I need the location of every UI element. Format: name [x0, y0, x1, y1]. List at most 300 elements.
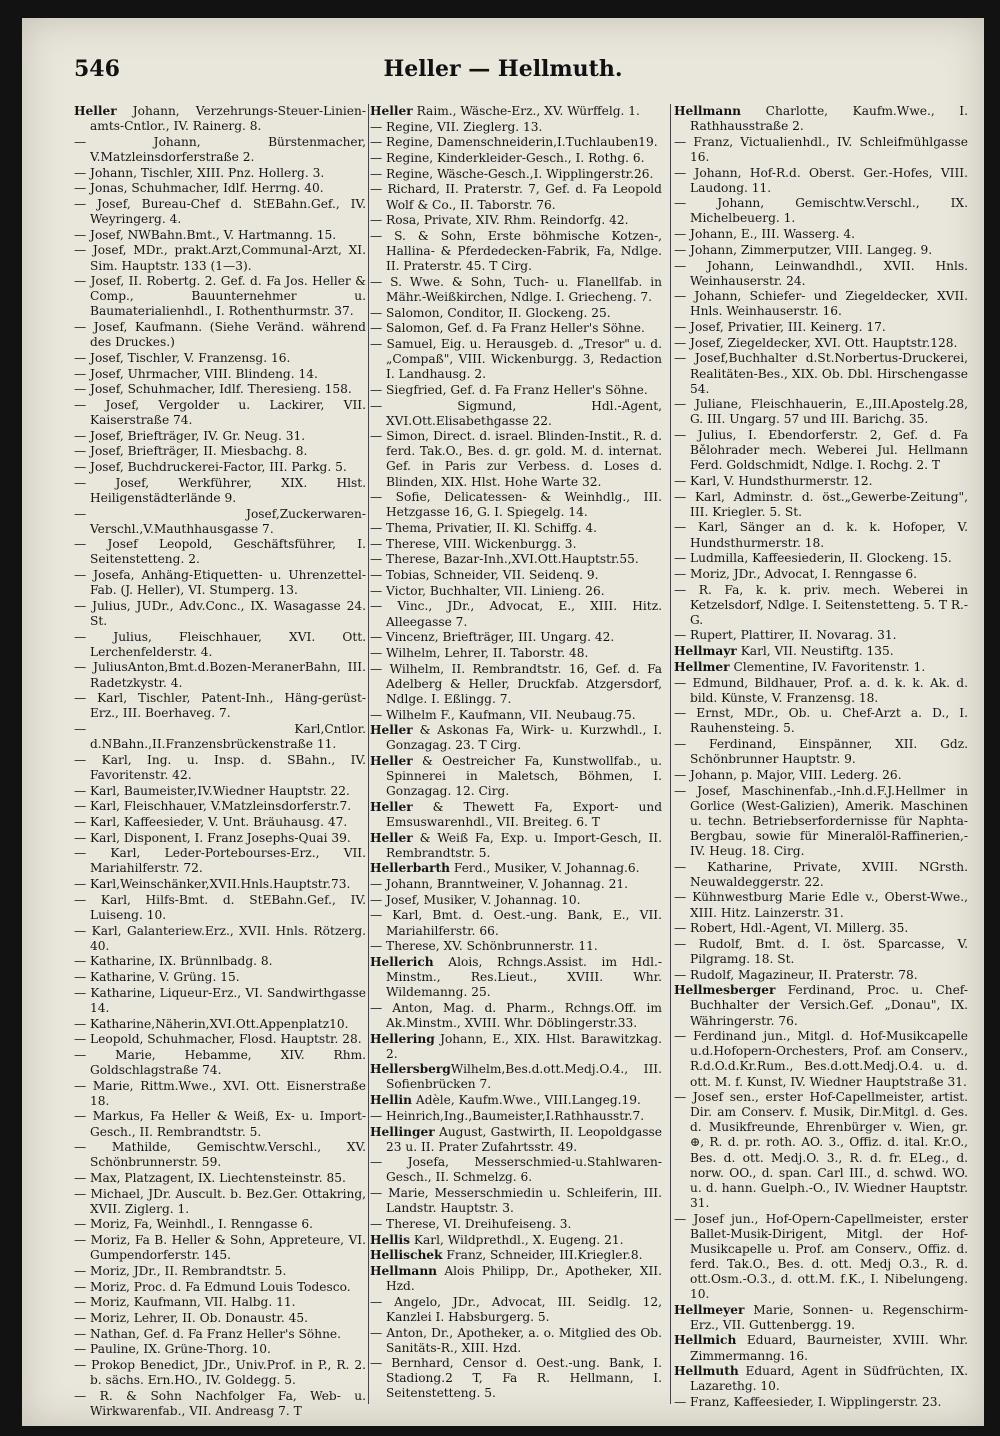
directory-entry	[370, 1248, 662, 1263]
entry-text: — Moriz, JDr., II. Rembrandtstr. 5.	[74, 1263, 287, 1278]
directory-entry	[74, 877, 366, 892]
directory-entry	[74, 568, 366, 598]
entry-text: — Wilhelm, II. Rembrandtstr. 16, Gef. d. Fa Adelberg & Heller, Druckfab. Atzgersdorf, Ndlge. I. Eßlingg. 7.	[370, 661, 662, 706]
entry-surname: Hellis	[370, 1232, 411, 1247]
entry-text: — Josef,Buchhalter d.St.Norbertus-Druckerei, Realitäten-Bes., XIX. Ob. Dbl. Hirschengasse 54.	[674, 351, 968, 396]
directory-entry	[370, 908, 662, 938]
entry-surname: Heller	[74, 104, 117, 118]
directory-entry	[674, 289, 968, 319]
entry-text: — Josef jun., Hof-Opern-Capellmeister, erster Ballet-Musik-Dirigent, Mitgl. der Hof-Musikcapelle u. Prof. am Conserv., Offiz. d. ferd. Tak.O., Bes. d. ott. Medj O.3., R. d. ott.Osm.-O.3., d. ott.M. f.K., I. Nibelungeng. 10.	[674, 1211, 968, 1301]
entry-text: — Katharine, V. Grüng. 15.	[74, 970, 240, 985]
entry-text: — Johann, Branntweiner, V. Johannag. 21.	[370, 877, 628, 892]
directory-entry	[674, 227, 968, 242]
column-rule	[368, 104, 369, 1404]
directory-entry	[74, 429, 366, 444]
directory-entry	[674, 567, 968, 582]
directory-entry	[370, 662, 662, 707]
entry-text: Marie, Sonnen- u. Regenschirm-Erz., VII. Guttenbergg. 19.	[690, 1302, 968, 1332]
directory-entry	[674, 397, 968, 427]
entry-text: — Wilhelm F., Kaufmann, VII. Neubaug.75.	[370, 707, 636, 722]
entry-text: — Salomon, Gef. d. Fa Franz Heller's Söhne.	[370, 321, 645, 336]
entry-surname: Hellmesberger	[674, 983, 776, 998]
entry-surname: Hellmayr	[674, 644, 737, 659]
entry-text: — Rudolf, Magazineur, II. Praterstr. 78.	[674, 967, 918, 982]
directory-entry	[74, 1048, 366, 1078]
directory-entry	[370, 229, 662, 274]
entry-text: — Karl, Fleischhauer, V.Matzleinsdorferstr.7.	[74, 799, 352, 814]
directory-entry	[74, 460, 366, 475]
entry-text: — Marie, Hebamme, XIV. Rhm. Goldschlagstraße 74.	[74, 1047, 366, 1077]
directory-entry	[370, 1326, 662, 1356]
directory-entry	[74, 104, 366, 134]
directory-entry	[370, 1217, 662, 1232]
entry-text: — Josef,Zuckerwaren-Verschl.,V.Mauthhausgasse 7.	[74, 506, 366, 536]
directory-entry	[74, 507, 366, 537]
entry-text: — Johann, Schiefer- und Ziegeldecker, XVII. Hnls. Weinhauserstr. 16.	[674, 289, 968, 319]
page-number: 546	[74, 56, 120, 82]
directory-entry	[74, 1079, 366, 1109]
entry-surname: Hellmann	[674, 104, 742, 118]
directory-entry	[74, 1140, 366, 1170]
entry-surname: Hellmich	[674, 1333, 737, 1348]
directory-entry	[370, 646, 662, 661]
directory-entry	[370, 939, 662, 954]
directory-entry	[74, 599, 366, 629]
entry-text: Ferdinand, Proc. u. Chef-Buchhalter der Versich.Gef. „Donau", IX. Währingerstr. 76.	[690, 983, 968, 1028]
entry-text: — Julius, Fleischhauer, XVI. Ott. Lerchenfelderstr. 4.	[74, 629, 366, 659]
running-head: Heller — Hellmuth.	[383, 56, 623, 82]
entry-text: — Johann, p. Major, VIII. Lederg. 26.	[674, 767, 902, 782]
directory-entry	[74, 954, 366, 969]
entry-text: — Kühnwestburg Marie Edle v., Oberst-Wwe., XIII. Hitz. Lainzerstr. 31.	[674, 890, 968, 920]
directory-entry	[74, 382, 366, 397]
entry-text: — Simon, Direct. d. israel. Blinden-Instit., R. d. ferd. Tak.O., Bes. d. gr. gold. M. d. internat. Gef. in Paris zur Verbess. d. Loses d. Blinden, XIX. Hlst. Hohe Warte 32.	[370, 429, 662, 489]
column-3	[674, 104, 969, 1410]
directory-entry	[74, 1032, 366, 1047]
directory-entry	[370, 630, 662, 645]
entry-text: — Josef, Briefträger, IV. Gr. Neug. 31.	[74, 428, 306, 443]
entry-text: — Vincenz, Briefträger, III. Ungarg. 42.	[370, 630, 615, 645]
entry-text: — Heinrich,Ing.,Baumeister,I.Rathhausstr.7.	[370, 1108, 645, 1123]
directory-entry	[370, 1356, 662, 1401]
directory-entry	[370, 1295, 662, 1325]
entry-surname: Heller	[370, 753, 413, 768]
directory-entry	[74, 1358, 366, 1388]
entry-text: Johann, Verzehrungs-Steuer-Linien-amts-Cntlor., IV. Rainerg. 8.	[90, 104, 366, 134]
entry-text: & Askonas Fa, Wirk- u. Kurzwhdl., I. Gonzagag. 23. T Cirg.	[386, 723, 662, 753]
entry-text: — Ferdinand jun., Mitgl. d. Hof-Musikcapelle u.d.Hofopern-Orchesters, Prof. am Conserv., R.d.O.d.Kr.Rum., Bes.d.ott.Medj.O.4. u. d. ott. M. f. Kunst, IV. Wiedner Hauptstraße 31.	[674, 1029, 968, 1089]
directory-entry	[370, 584, 662, 599]
directory-entry	[74, 691, 366, 721]
entry-text: — Karl, Baumeister,IV.Wiedner Hauptstr. 22.	[74, 783, 350, 798]
directory-entry	[370, 521, 662, 536]
entry-text: — Karl, Sänger an d. k. k. Hofoper, V. Hundsthurmerstr. 18.	[674, 520, 968, 550]
entry-surname: Heller	[370, 723, 413, 738]
directory-entry	[74, 1311, 366, 1326]
directory-entry	[74, 970, 366, 985]
directory-entry	[370, 1186, 662, 1216]
directory-entry	[370, 429, 662, 489]
entry-text: — Victor, Buchhalter, VII. Linieng. 26.	[370, 583, 605, 598]
directory-entry	[370, 213, 662, 228]
directory-entry	[74, 1280, 366, 1295]
entry-text: — Angelo, JDr., Advocat, III. Seidlg. 12, Kanzlei I. Habsburgerg. 5.	[370, 1294, 662, 1324]
entry-text: — Prokop Benedict, JDr., Univ.Prof. in P., R. 2. b. sächs. Ern.HO., IV. Goldegg. 5.	[74, 1358, 366, 1388]
entry-text: — Samuel, Eig. u. Herausgeb. d. „Tresor" u. d. „Compaß", VIII. Wickenburgg. 3, Redaction I. Landhausg. 2.	[370, 336, 662, 382]
entry-text: — Josef sen., erster Hof-Capellmeister, artist. Dir. am Conserv. f. Musik, Dir.Mitgl. d. Ges. d. Musikfreunde, Ehrenbürger v. Wien, gr. ⊕, R. d. pr. roth. AO. 3., Offiz. d. ital. Kr.O., Bes. d. ott. Medj.O. 3., R. d. fr. ELeg., d. norw. OO., d. span. Carl III., d. schwd. WO. u. d. hann. Guelph.-O., IV. Wiedner Hauptstr. 31.	[674, 1090, 968, 1210]
directory-entry	[674, 474, 968, 489]
directory-entry	[370, 337, 662, 382]
entry-text: — Moriz, JDr., Advocat, I. Renngasse 6.	[674, 566, 918, 581]
directory-entry	[674, 551, 968, 566]
entry-text: Franz, Schneider, III.Kriegler.8.	[442, 1248, 643, 1263]
entry-text: — Salomon, Conditor, II. Glockeng. 25.	[370, 305, 611, 320]
entry-text: — Therese, VIII. Wickenburgg. 3.	[370, 536, 577, 551]
entry-text: — Karl,Weinschänker,XVII.Hnls.Hauptstr.73.	[74, 877, 351, 892]
entry-text: — Siegfried, Gef. d. Fa Franz Heller's Söhne.	[370, 382, 648, 397]
entry-text: — Max, Platzagent, IX. Liechtensteinstr. 85.	[74, 1171, 346, 1185]
entry-text: — Johann, Zimmerputzer, VIII. Langeg. 9.	[674, 242, 933, 257]
entry-text: — Josef Leopold, Geschäftsführer, I. Seitenstetteng. 2.	[74, 537, 366, 567]
directory-entry	[674, 196, 968, 226]
entry-text: — Regine, Kinderkleider-Gesch., I. Rothg. 6.	[370, 151, 645, 166]
directory-entry	[370, 708, 662, 723]
directory-entry	[674, 259, 968, 289]
entry-text: — Julius, I. Ebendorferstr. 2, Gef. d. Fa Bělohrader mech. Weberei Jul. Hellmann Ferd. Goldschmidt, Ndlge. I. Rochg. 2. T	[674, 428, 968, 473]
entry-text: — Franz, Kaffeesieder, I. Wipplingerstr. 23.	[674, 1395, 942, 1410]
directory-entry	[674, 937, 968, 967]
directory-entry	[74, 815, 366, 830]
directory-entry	[370, 893, 662, 908]
directory-entry	[74, 444, 366, 459]
directory-entry	[370, 800, 662, 830]
entry-surname: Heller	[370, 104, 413, 118]
directory-entry	[370, 568, 662, 583]
entry-text: — Karl, Bmt. d. Oest.-ung. Bank, E., VII. Mariahilferstr. 66.	[370, 908, 662, 938]
directory-entry	[74, 320, 366, 350]
entry-surname: Hellering	[370, 1031, 435, 1046]
entry-text: — Marie, Rittm.Wwe., XVI. Ott. Eisnerstraße 18.	[74, 1078, 366, 1108]
directory-entry	[74, 1264, 366, 1279]
directory-entry	[674, 983, 968, 1028]
entry-text: — Mathilde, Gemischtw.Verschl., XV. Schönbrunnerstr. 59.	[74, 1140, 366, 1170]
column-1	[74, 104, 366, 1418]
entry-text: — Josef, Buchdruckerei-Factor, III. Parkg. 5.	[74, 460, 347, 475]
directory-entry	[674, 1364, 968, 1394]
directory-entry	[74, 831, 366, 846]
entry-text: — Sofie, Delicatessen- & Weinhdlg., III. Hetzgasse 16, G. I. Spiegelg. 14.	[370, 490, 662, 520]
directory-entry	[370, 490, 662, 520]
entry-text: Karl, VII. Neustiftg. 135.	[736, 644, 894, 659]
directory-entry	[674, 1303, 968, 1333]
entry-surname: Hellmuth	[674, 1364, 739, 1379]
directory-entry	[370, 120, 662, 135]
entry-text: Charlotte, Kaufm.Wwe., I. Rathhausstraße 2.	[690, 104, 968, 134]
entry-text: — Josef, Maschinenfab.,-Inh.d.F.J.Hellmer in Gorlice (West-Galizien), Amerik. Maschinen u. techn. Betriebserfordernisse für Naphta-Bergbau, sowie für Mineralöl-Raffinerien,- IV. Heug. 18. Cirg.	[674, 783, 968, 858]
entry-text: — Josef, Ziegeldecker, XVI. Ott. Hauptstr.128.	[674, 335, 958, 350]
entry-text: — Josef, Werkführer, XIX. Hlst. Heiligenstädterlände 9.	[74, 475, 366, 505]
directory-entry	[370, 399, 662, 429]
entry-text: Clementine, IV. Favoritenstr. 1.	[729, 659, 926, 674]
directory-entry	[370, 877, 662, 892]
entry-text: — Jonas, Schuhmacher, Idlf. Herrng. 40.	[74, 181, 324, 196]
directory-entry	[674, 583, 968, 628]
directory-entry	[674, 104, 968, 134]
entry-text: — Bernhard, Censor d. Oest.-ung. Bank, I. Stadiong.2 T, Fa R. Hellmann, I. Seitenstetteng. 5.	[370, 1356, 662, 1401]
directory-entry	[74, 1171, 366, 1186]
directory-entry	[74, 924, 366, 954]
entry-text: — Josef, Schuhmacher, Idlf. Theresieng. 158.	[74, 382, 352, 397]
column-2	[370, 104, 662, 1400]
entry-text: Alois, Rchngs.Assist. im Hdl.-Minstm., Res.Lieut., XVIII. Whr. Wildemanng. 25.	[386, 954, 662, 1000]
directory-entry	[74, 351, 366, 366]
entry-text: — Karl, Kaffeesieder, V. Unt. Bräuhausg. 47.	[74, 814, 348, 829]
entry-text: — Josef, MDr., prakt.Arzt,Communal-Arzt, XI. Sim. Hauptstr. 133 (1—3).	[74, 243, 366, 273]
entry-text: Ferd., Musiker, V. Johannag.6.	[450, 861, 640, 876]
entry-surname: Hellerbarth	[370, 861, 451, 876]
directory-entry	[74, 1217, 366, 1232]
directory-entry	[74, 799, 366, 814]
entry-text: — Moriz, Fa B. Heller & Sohn, Appreteure, VI. Gumpendorferstr. 145.	[74, 1233, 366, 1263]
directory-entry	[370, 861, 662, 876]
entry-text: — Johann, Gemischtw.Verschl., IX. Michelbeuerg. 1.	[674, 196, 968, 226]
directory-entry	[674, 320, 968, 335]
directory-entry	[674, 644, 968, 659]
entry-text: Alois Philipp, Dr., Apotheker, XII. Hzd.	[386, 1263, 662, 1294]
directory-entry	[74, 228, 366, 243]
directory-entry	[674, 660, 968, 675]
directory-entry	[74, 660, 366, 690]
entry-text: — Katharine, Private, XVIII. NGrsth. Neuwaldeggerstr. 22.	[674, 859, 968, 889]
entry-text: — Rudolf, Bmt. d. I. öst. Sparcasse, V. Pilgramg. 18. St.	[674, 936, 968, 966]
entry-text: — Rosa, Private, XIV. Rhm. Reindorfg. 42.	[370, 213, 629, 228]
entry-text: — Josefa, Anhäng-Etiquetten- u. Uhrenzettel-Fab. (J. Heller), VI. Stumperg. 13.	[74, 568, 366, 598]
entry-text: — Regine, VII. Zieglerg. 13.	[370, 119, 543, 134]
entry-text: — Leopold, Schuhmacher, Flosd. Hauptstr. 28.	[74, 1032, 362, 1047]
entry-text: — Ferdinand, Einspänner, XII. Gdz. Schönbrunner Hauptstr. 9.	[674, 737, 968, 767]
entry-text: Johann, E., XIX. Hlst. Barawitzkag. 2.	[386, 1031, 662, 1061]
entry-text: — Ernst, MDr., Ob. u. Chef-Arzt a. D., I. Rauhensteing. 5.	[674, 706, 968, 736]
directory-entry	[74, 1109, 366, 1139]
directory-entry	[74, 753, 366, 783]
entry-text: — Johann, E., III. Wasserg. 4.	[674, 227, 856, 242]
directory-entry	[674, 336, 968, 351]
directory-entry	[674, 784, 968, 859]
entry-text: — Johann, Leinwandhdl., XVII. Hnls. Weinhauserstr. 24.	[674, 258, 968, 288]
entry-text: — Michael, JDr. Auscult. b. Bez.Ger. Ottakring, XVII. Ziglerg. 1.	[74, 1186, 366, 1216]
entry-text: Adèle, Kaufm.Wwe., VIII.Langeg.19.	[412, 1093, 641, 1108]
entry-text: — R. Fa, k. k. priv. mech. Weberei in Ketzelsdorf, Ndlge. I. Seitenstetteng. 5. T R.-G.	[674, 582, 969, 627]
directory-entry	[674, 768, 968, 783]
entry-text: — Edmund, Bildhauer, Prof. a. d. k. k. Ak. d. bild. Künste, V. Franzensg. 18.	[674, 675, 968, 705]
directory-entry	[674, 737, 968, 767]
directory-entry	[674, 1029, 968, 1089]
directory-entry	[370, 1233, 662, 1248]
directory-entry	[674, 490, 968, 520]
entry-surname: Hellinger	[370, 1124, 435, 1139]
directory-page	[22, 18, 984, 1426]
entry-surname: Hellin	[370, 1093, 413, 1108]
directory-entry	[370, 1264, 662, 1294]
directory-entry	[74, 722, 366, 752]
directory-entry	[674, 351, 968, 396]
entry-text: — Katharine, IX. Brünnlbadg. 8.	[74, 954, 273, 969]
entry-text: — Marie, Messerschmiedin u. Schleiferin, III. Landstr. Hauptstr. 3.	[370, 1186, 662, 1216]
entry-text: — Pauline, IX. Grüne-Thorg. 10.	[74, 1342, 271, 1357]
entry-text: & Weiß Fa, Exp. u. Import-Gesch, II. Rembrandtstr. 5.	[386, 830, 662, 860]
directory-entry	[370, 306, 662, 321]
entry-text: — S. & Sohn, Erste böhmische Kotzen-, Hallina- & Pferdedecken-Fabrik, Fa, Ndlge. II. Praterstr. 45. T Cirg.	[370, 228, 662, 274]
entry-text: — Josef, Tischler, V. Franzensg. 16.	[74, 350, 291, 365]
directory-entry	[370, 831, 662, 861]
directory-entry	[74, 166, 366, 181]
entry-text: — Karl, V. Hundsthurmerstr. 12.	[674, 473, 873, 488]
directory-entry	[370, 537, 662, 552]
directory-entry	[74, 1327, 366, 1342]
entry-text: — Moriz, Proc. d. Fa Edmund Louis Todesco.	[74, 1279, 351, 1294]
directory-entry	[674, 166, 968, 196]
entry-text: Raim., Wäsche-Erz., XV. Würffelg. 1.	[412, 104, 640, 118]
directory-entry	[74, 784, 366, 799]
entry-text: — Markus, Fa Heller & Weiß, Ex- u. Import-Gesch., II. Rembrandtstr. 5.	[74, 1109, 366, 1139]
entry-text: — Thema, Privatier, II. Kl. Schiffg. 4.	[370, 521, 598, 536]
entry-text: — S. Wwe. & Sohn, Tuch- u. Flanellfab. in Mähr.-Weißkirchen, Ndlge. I. Griecheng. 7.	[370, 274, 662, 304]
entry-text: — Nathan, Gef. d. Fa Franz Heller's Söhne.	[74, 1326, 342, 1341]
directory-entry	[370, 1125, 662, 1155]
entry-text: — Karl, Ing. u. Insp. d. SBahn., IV. Favoritenstr. 42.	[74, 752, 366, 782]
page-header	[22, 56, 984, 96]
entry-text: — Josef, NWBahn.Bmt., V. Hartmanng. 15.	[74, 227, 337, 242]
directory-entry	[370, 321, 662, 336]
directory-entry	[74, 367, 366, 382]
entry-text: — Tobias, Schneider, VII. Seidenq. 9.	[370, 568, 599, 583]
directory-entry	[674, 135, 968, 165]
entry-text: — Regine, Damenschneiderin,I.Tuchlauben19.	[370, 135, 658, 150]
entry-surname: Heller	[370, 830, 413, 845]
entry-text: — Karl, Galanteriew.Erz., XVII. Hnls. Rötzerg. 40.	[74, 923, 366, 953]
entry-text: — Franz, Victualienhdl., IV. Schleifmühlgasse 16.	[674, 134, 968, 164]
directory-entry	[674, 1333, 968, 1363]
directory-entry	[370, 383, 662, 398]
directory-entry	[674, 520, 968, 550]
entry-text: — R. & Sohn Nachfolger Fa, Web- u. Wirkwarenfab., VII. Andreasg 7. T	[74, 1388, 366, 1418]
directory-entry	[370, 275, 662, 305]
directory-entry	[370, 552, 662, 567]
directory-entry	[370, 1155, 662, 1185]
entry-text: — JuliusAnton,Bmt.d.Bozen-MeranerBahn, III. Radetzkystr. 4.	[74, 660, 366, 690]
directory-entry	[370, 1032, 662, 1062]
directory-entry	[74, 181, 366, 196]
directory-entry	[674, 1212, 968, 1303]
entry-text: Wilhelm,Bes.d.ott.Medj.O.4., III. Sofienbrücken 7.	[386, 1062, 662, 1092]
directory-entry	[74, 1295, 366, 1310]
entry-text: — Josef, Vergolder u. Lackirer, VII. Kaiserstraße 74.	[74, 397, 366, 427]
entry-text: — Karl, Hilfs-Bmt. d. StEBahn.Gef., IV. Luiseng. 10.	[74, 892, 366, 922]
entry-text: — Johann, Tischler, XIII. Pnz. Hollerg. 3.	[74, 165, 325, 180]
directory-entry	[74, 1233, 366, 1263]
directory-entry	[370, 955, 662, 1000]
directory-entry	[74, 274, 366, 319]
directory-entry	[74, 243, 366, 273]
entry-text: & Oestreicher Fa, Kunstwollfab., u. Spinnerei in Maletsch, Böhmen, I. Gonzagag. 12. Cirg.	[386, 753, 662, 799]
entry-text: — Josef, Uhrmacher, VIII. Blindeng. 14.	[74, 366, 318, 381]
entry-text: — Josef, Musiker, V. Johannag. 10.	[370, 892, 581, 907]
entry-text: — Sigmund, Hdl.-Agent, XVI.Ott.Elisabethgasse 22.	[370, 398, 662, 428]
directory-entry	[74, 135, 366, 165]
entry-surname: Hellersberg	[370, 1062, 451, 1077]
entry-text: — Therese, VI. Dreihufeiseng. 3.	[370, 1216, 572, 1231]
directory-entry	[674, 243, 968, 258]
directory-entry	[74, 537, 366, 567]
entry-text: — Juliane, Fleischhauerin, E.,III.Apostelg.28, G. III. Ungarg. 57 und III. Barichg. 35.	[674, 397, 968, 427]
entry-text: — Johann, Bürstenmacher, V.Matzleinsdorferstraße 2.	[74, 134, 366, 164]
entry-text: — Julius, JUDr., Adv.Conc., IX. Wasagasse 24. St.	[74, 598, 366, 628]
entry-text: — Josef, Bureau-Chef d. StEBahn.Gef., IV. Weyringerg. 4.	[74, 196, 366, 227]
directory-entry	[370, 723, 662, 753]
entry-text: — Anton, Dr., Apotheker, a. o. Mitglied des Ob. Sanitäts-R., XIII. Hzd.	[370, 1325, 662, 1355]
directory-entry	[674, 890, 968, 920]
entry-text: — Katharine,Näherin,XVI.Ott.Appenplatz10.	[74, 1016, 349, 1031]
entry-text: — Wilhelm, Lehrer, II. Taborstr. 48.	[370, 645, 589, 660]
directory-entry	[674, 428, 968, 473]
entry-text: — Karl,Cntlor. d.NBahn.,II.Franzensbrückenstraße 11.	[74, 722, 366, 752]
entry-text: — Moriz, Lehrer, II. Ob. Donaustr. 45.	[74, 1311, 308, 1325]
directory-entry	[674, 676, 968, 706]
directory-entry	[674, 706, 968, 736]
entry-surname: Hellischek	[370, 1248, 443, 1263]
column-rule	[670, 104, 671, 1404]
entry-text: — Josef, Kaufmann. (Siehe Veränd. während des Druckes.)	[74, 320, 366, 350]
entry-surname: Hellmer	[674, 659, 730, 674]
entry-text: — Katharine, Liqueur-Erz., VI. Sandwirthgasse 14.	[74, 985, 366, 1015]
directory-entry	[370, 135, 662, 150]
directory-entry	[674, 921, 968, 936]
entry-text: — Regine, Wäsche-Gesch.,I. Wipplingerstr.26.	[370, 166, 654, 181]
entry-text: — Josef, Privatier, III. Keinerg. 17.	[674, 320, 886, 335]
directory-entry	[74, 1017, 366, 1032]
directory-entry	[74, 986, 366, 1016]
directory-entry	[370, 167, 662, 182]
entry-text: Eduard, Baurneister, XVIII. Whr. Zimmermanng. 16.	[690, 1333, 968, 1363]
directory-entry	[74, 893, 366, 923]
entry-text: — Karl, Disponent, I. Franz Josephs-Quai 39.	[74, 830, 351, 845]
entry-text: — Richard, II. Praterstr. 7, Gef. d. Fa Leopold Wolf & Co., II. Taborstr. 76.	[370, 182, 662, 212]
directory-entry	[74, 398, 366, 428]
directory-entry	[370, 1109, 662, 1124]
directory-entry	[370, 104, 662, 119]
entry-text: Eduard, Agent in Südfrüchten, IX. Lazarethg. 10.	[690, 1364, 968, 1394]
entry-text: — Karl, Adminstr. d. öst.„Gewerbe-Zeitung", III. Kriegler. 5. St.	[674, 489, 968, 519]
directory-entry	[674, 1395, 968, 1410]
directory-entry	[74, 1389, 366, 1419]
directory-entry	[674, 1090, 968, 1211]
entry-text: — Therese, XV. Schönbrunnerstr. 11.	[370, 939, 598, 954]
entry-text: — Karl, Tischler, Patent-Inh., Häng-gerüst-Erz., III. Boerhaveg. 7.	[74, 691, 366, 721]
entry-text: — Vinc., JDr., Advocat, E., XIII. Hitz. Alleegasse 7.	[370, 599, 662, 629]
entry-text: & Thewett Fa, Export- und Emsuswarenhdl., VII. Breiteg. 6. T	[386, 799, 662, 829]
entry-surname: Hellmann	[370, 1263, 438, 1278]
entry-text: — Therese, Bazar-Inh.,XVI.Ott.Hauptstr.55.	[370, 552, 639, 567]
entry-surname: Hellerich	[370, 954, 434, 969]
entry-text: — Johann, Hof-R.d. Oberst. Ger.-Hofes, VIII. Laudong. 11.	[674, 165, 968, 195]
entry-text: — Moriz, Fa, Weinhdl., I. Renngasse 6.	[74, 1217, 314, 1232]
directory-entry	[74, 1342, 366, 1357]
entry-text: — Moriz, Kaufmann, VII. Halbg. 11.	[74, 1295, 296, 1310]
entry-text: — Karl, Leder-Portebourses-Erz., VII. Mariahilferstr. 72.	[74, 846, 366, 876]
entry-surname: Hellmeyer	[674, 1302, 745, 1317]
directory-entry	[674, 968, 968, 983]
entry-text: — Ludmilla, Kaffeesiederin, II. Glockeng. 15.	[674, 551, 952, 566]
